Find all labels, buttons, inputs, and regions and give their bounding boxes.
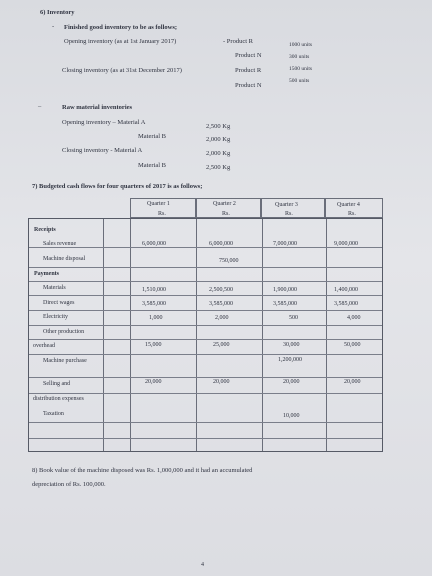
row-machine-purchase-label: Machine purchase <box>43 358 87 364</box>
row-sales-q3: 7,000,000 <box>273 241 297 247</box>
q3-header <box>261 198 325 218</box>
payments-label: Payments <box>34 271 59 277</box>
row-overhead-q3: 30,000 <box>283 342 300 348</box>
row-selling-q3: 20,000 <box>283 379 300 385</box>
row-electricity-q3: 500 <box>289 315 298 321</box>
row-wages-label: Direct wages <box>43 300 75 306</box>
q2-label: Quarter 2 <box>213 201 236 207</box>
raw-opening: Opening inventory – Material A <box>62 119 146 126</box>
row-electricity-q1: 1,000 <box>149 315 163 321</box>
q4-currency: Rs. <box>348 211 356 217</box>
raw-value-1: 2,500 Kg <box>206 123 231 130</box>
bullet-dash-2: – <box>38 103 42 110</box>
q3-currency: Rs. <box>285 211 293 217</box>
row-electricity-q2: 2,000 <box>215 315 229 321</box>
q1-currency: Rs. <box>158 211 166 217</box>
bullet-dash: - <box>52 23 55 30</box>
row-wages-q3: 3,585,000 <box>273 301 297 307</box>
cashflow-table <box>28 218 383 452</box>
row-sales-label: Sales revenue <box>43 241 77 247</box>
raw-heading: Raw material inventories <box>62 104 133 111</box>
finished-heading: Finished good inventory to be as follows; <box>64 24 178 31</box>
note8-line1: 8) Book value of the machine disposed was Rs. 1,000,000 and it had an accumulated <box>32 467 253 474</box>
row-disposal-label: Machine disposal <box>43 256 86 262</box>
product-n-closing: Product N <box>235 82 262 89</box>
row-materials-q4: 1,400,000 <box>334 287 358 293</box>
row-selling-q2: 20,000 <box>213 379 230 385</box>
raw-material-b2: Material B <box>138 162 166 169</box>
row-sales-q1: 6,000,000 <box>142 241 166 247</box>
row-overhead-label-1: Other production <box>43 329 85 335</box>
closing-label: Closing inventory (as at 31st December 2017) <box>62 67 182 74</box>
opening-label: Opening inventory (as at 1st January 2017) <box>64 38 177 45</box>
product-r-closing: Product R <box>235 67 262 74</box>
row-taxation-label: Taxation <box>43 411 64 417</box>
raw-material-b: Material B <box>138 133 166 140</box>
row-overhead-q2: 25,000 <box>213 342 230 348</box>
row-materials-label: Materials <box>43 285 66 291</box>
row-machine-purchase-q3: 1,200,000 <box>278 357 302 363</box>
row-taxation-q3: 10,000 <box>283 413 300 419</box>
row-selling-label-1: Selling and <box>43 381 71 387</box>
row-materials-q3: 1,900,000 <box>273 287 297 293</box>
row-sales-q4: 9,000,000 <box>334 241 358 247</box>
row-wages-q4: 3,585,000 <box>334 301 358 307</box>
row-selling-label-2: distribution expenses <box>33 396 84 402</box>
row-disposal-q2: 750,000 <box>219 258 239 264</box>
units-1: 1000 units <box>289 42 313 48</box>
row-overhead-q4: 50,000 <box>344 342 361 348</box>
q2-currency: Rs. <box>222 211 230 217</box>
row-selling-q1: 20,000 <box>145 379 162 385</box>
q4-label: Quarter 4 <box>337 202 360 208</box>
product-n: Product N <box>235 52 262 59</box>
row-electricity-q4: 4,000 <box>347 315 361 321</box>
row-sales-q2: 6,000,000 <box>209 241 233 247</box>
receipts-label: Receipts <box>34 227 56 233</box>
row-overhead-label-2: overhead <box>33 343 55 349</box>
raw-value-3: 2,000 Kg <box>206 150 231 157</box>
product-r: - Product R <box>223 38 253 45</box>
raw-value-2: 2,000 Kg <box>206 136 231 143</box>
units-3: 1500 units <box>289 66 313 72</box>
q3-label: Quarter 3 <box>275 202 298 208</box>
q1-label: Quarter 1 <box>147 201 170 207</box>
row-materials-q2: 2,500,500 <box>209 287 233 293</box>
units-4: 500 units <box>289 78 310 84</box>
cashflow-title: 7) Budgeted cash flows for four quarters of 2017 is as follows; <box>32 183 203 190</box>
row-electricity-label: Electricity <box>43 314 68 320</box>
row-wages-q1: 3,585,000 <box>142 301 166 307</box>
raw-value-4: 2,500 Kg <box>206 164 231 171</box>
row-materials-q1: 1,510,000 <box>142 287 166 293</box>
units-2: 300 units <box>289 54 310 60</box>
page-number: 4 <box>201 562 204 568</box>
raw-closing: Closing inventory - Material A <box>62 147 143 154</box>
note8-line2: depreciation of Rs. 100,000. <box>32 481 106 488</box>
row-selling-q4: 20,000 <box>344 379 361 385</box>
inventory-title: 6) Inventory <box>40 9 75 16</box>
row-overhead-q1: 15,000 <box>145 342 162 348</box>
row-wages-q2: 3,585,000 <box>209 301 233 307</box>
